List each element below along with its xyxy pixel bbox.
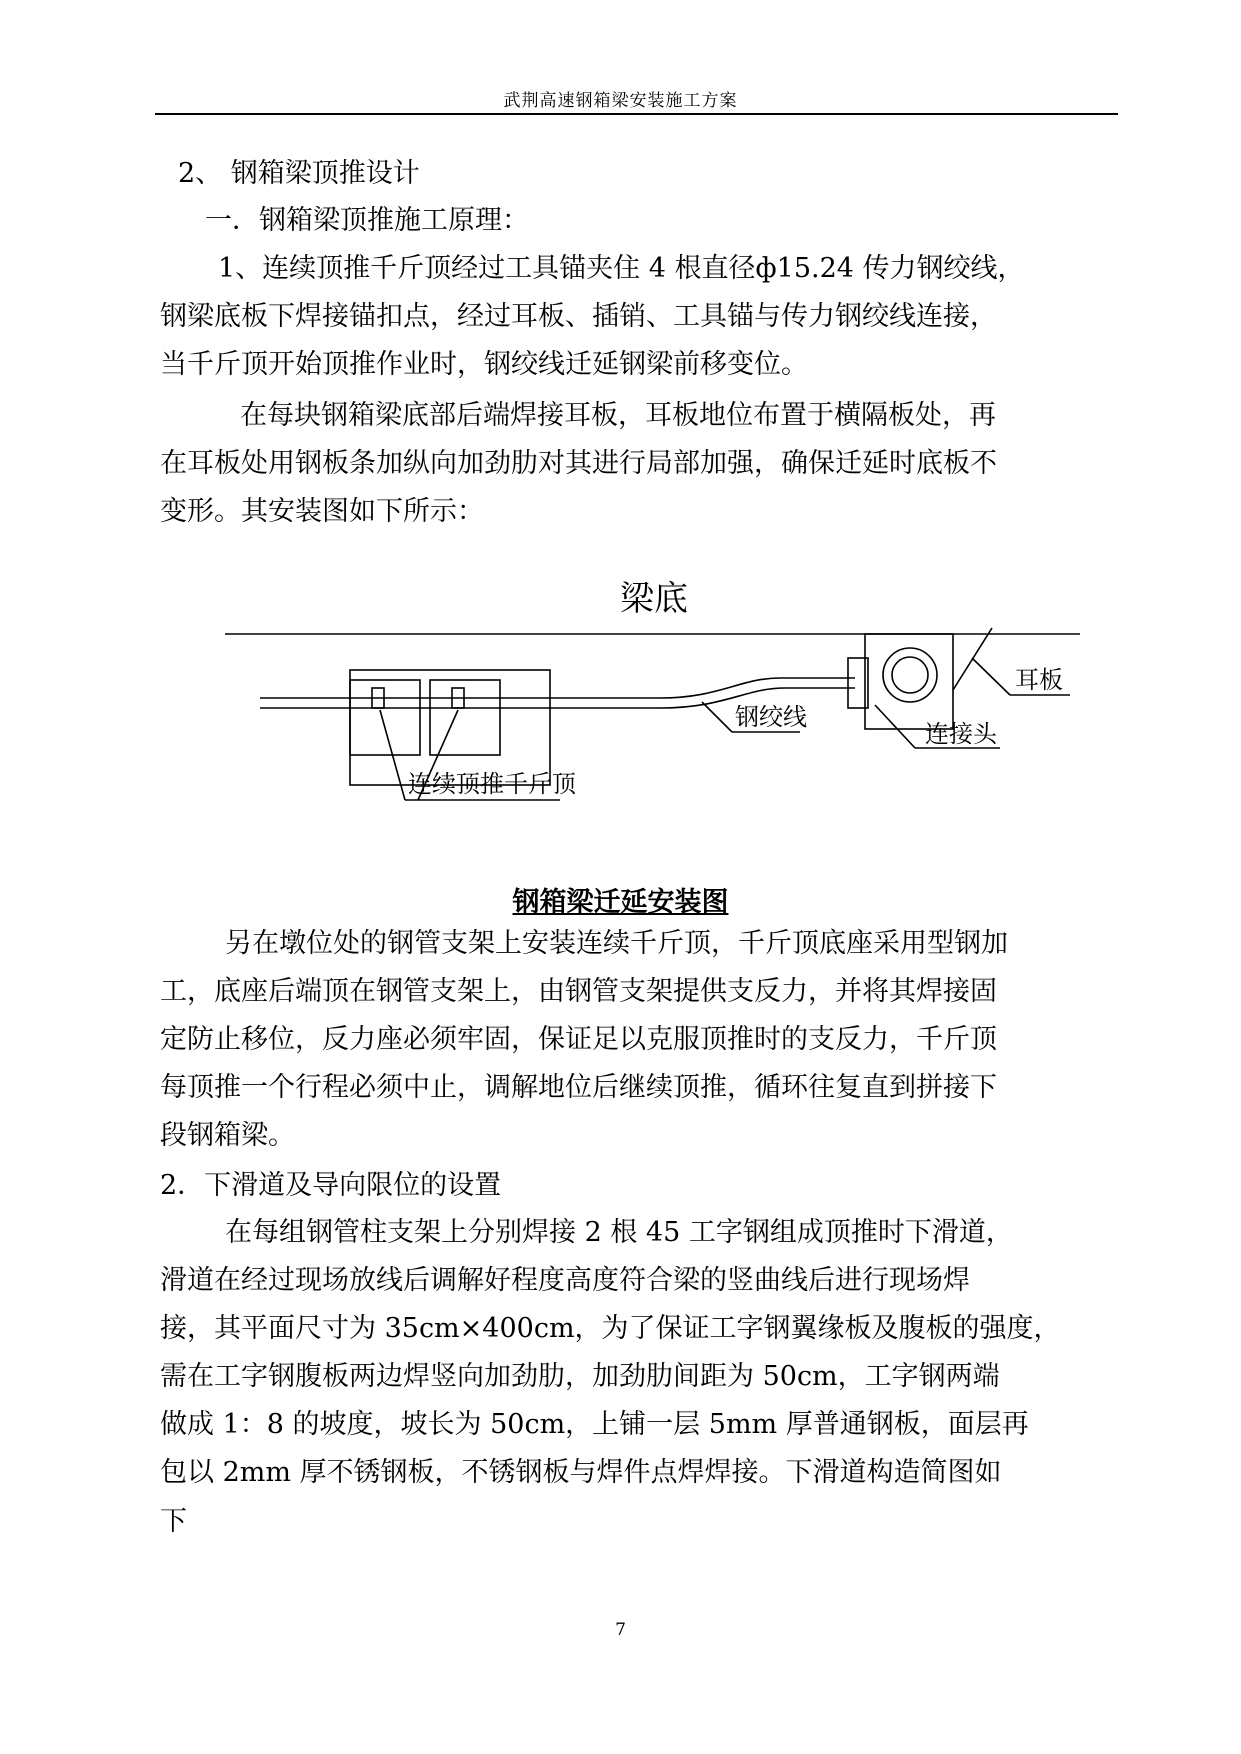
- paragraph-line: 工，底座后端顶在钢管支架上，由钢管支架提供支反力，并将其焊接固: [160, 976, 997, 1007]
- jack-block: [350, 680, 420, 755]
- subsection-heading: 一．钢箱梁顶推施工原理：: [205, 205, 529, 236]
- paragraph-line: 下: [160, 1506, 187, 1537]
- paragraph-line: 另在墩位处的钢管支架上安装连续千斤顶，千斤顶底座采用型钢加: [225, 928, 1008, 959]
- label-strand: 钢绞线: [735, 703, 807, 731]
- running-header: 武荆高速钢箱梁安装施工方案: [503, 91, 738, 111]
- paragraph-line: 接，其平面尺寸为 35cm×400cm，为了保证工字钢翼缘板及腹板的强度，: [160, 1313, 1061, 1344]
- paragraph-line: 做成 1：8 的坡度，坡长为 50cm，上铺一层 5mm 厚普通钢板，面层再: [160, 1409, 1029, 1440]
- section-heading: 2．下滑道及导向限位的设置: [160, 1170, 502, 1201]
- section-heading: 2、 钢箱梁顶推设计: [178, 158, 420, 189]
- label-connector: 连接头: [925, 720, 997, 748]
- paragraph-line: 滑道在经过现场放线后调解好程度高度符合梁的竖曲线后进行现场焊: [160, 1265, 970, 1296]
- paragraph-line: 在耳板处用钢板条加纵向加劲肋对其进行局部加强，确保迁延时底板不: [160, 448, 997, 479]
- header-rule: [155, 113, 1118, 115]
- leader-strand: [702, 702, 732, 732]
- paragraph-line: 在每组钢管柱支架上分别焊接 2 根 45 工字钢组成顶推时下滑道，: [225, 1217, 1013, 1248]
- page-number: 7: [615, 1620, 626, 1640]
- paragraph-line: 变形。其安装图如下所示：: [160, 496, 484, 527]
- paragraph-line: 在每块钢箱梁底部后端焊接耳板，耳板地位布置于横隔板处，再: [240, 400, 996, 431]
- label-beam-bottom: 梁底: [620, 579, 688, 619]
- label-ear-plate: 耳板: [1015, 666, 1063, 694]
- installation-diagram: [220, 570, 1080, 840]
- jack-block: [430, 680, 500, 755]
- figure-caption: 钢箱梁迁延安装图: [512, 887, 729, 918]
- paragraph-line: 段钢箱梁。: [160, 1120, 295, 1151]
- leader-ear-plate: [972, 658, 1010, 695]
- paragraph-line: 1、连续顶推千斤顶经过工具锚夹住 4 根直径ф15.24 传力钢绞线，: [218, 253, 1025, 284]
- paragraph-line: 定防止移位，反力座必须牢固，保证足以克服顶推时的支反力，千斤顶: [160, 1024, 997, 1055]
- leader-connector: [875, 705, 915, 748]
- label-jack: 连续顶推千斤顶: [408, 770, 576, 798]
- paragraph-line: 钢梁底板下焊接锚扣点，经过耳板、插销、工具锚与传力钢绞线连接，: [160, 301, 997, 332]
- paragraph-line: 需在工字钢腹板两边焊竖向加劲肋，加劲肋间距为 50cm，工字钢两端: [160, 1361, 1000, 1392]
- paragraph-line: 包以 2mm 厚不锈钢板，不锈钢板与焊件点焊焊接。下滑道构造简图如: [160, 1457, 1002, 1488]
- paragraph-line: 每顶推一个行程必须中止，调解地位后继续顶推，循环往复直到拼接下: [160, 1072, 997, 1103]
- pin-outer: [883, 648, 937, 702]
- pin-inner: [892, 657, 928, 693]
- paragraph-line: 当千斤顶开始顶推作业时，钢绞线迁延钢梁前移变位。: [160, 349, 808, 380]
